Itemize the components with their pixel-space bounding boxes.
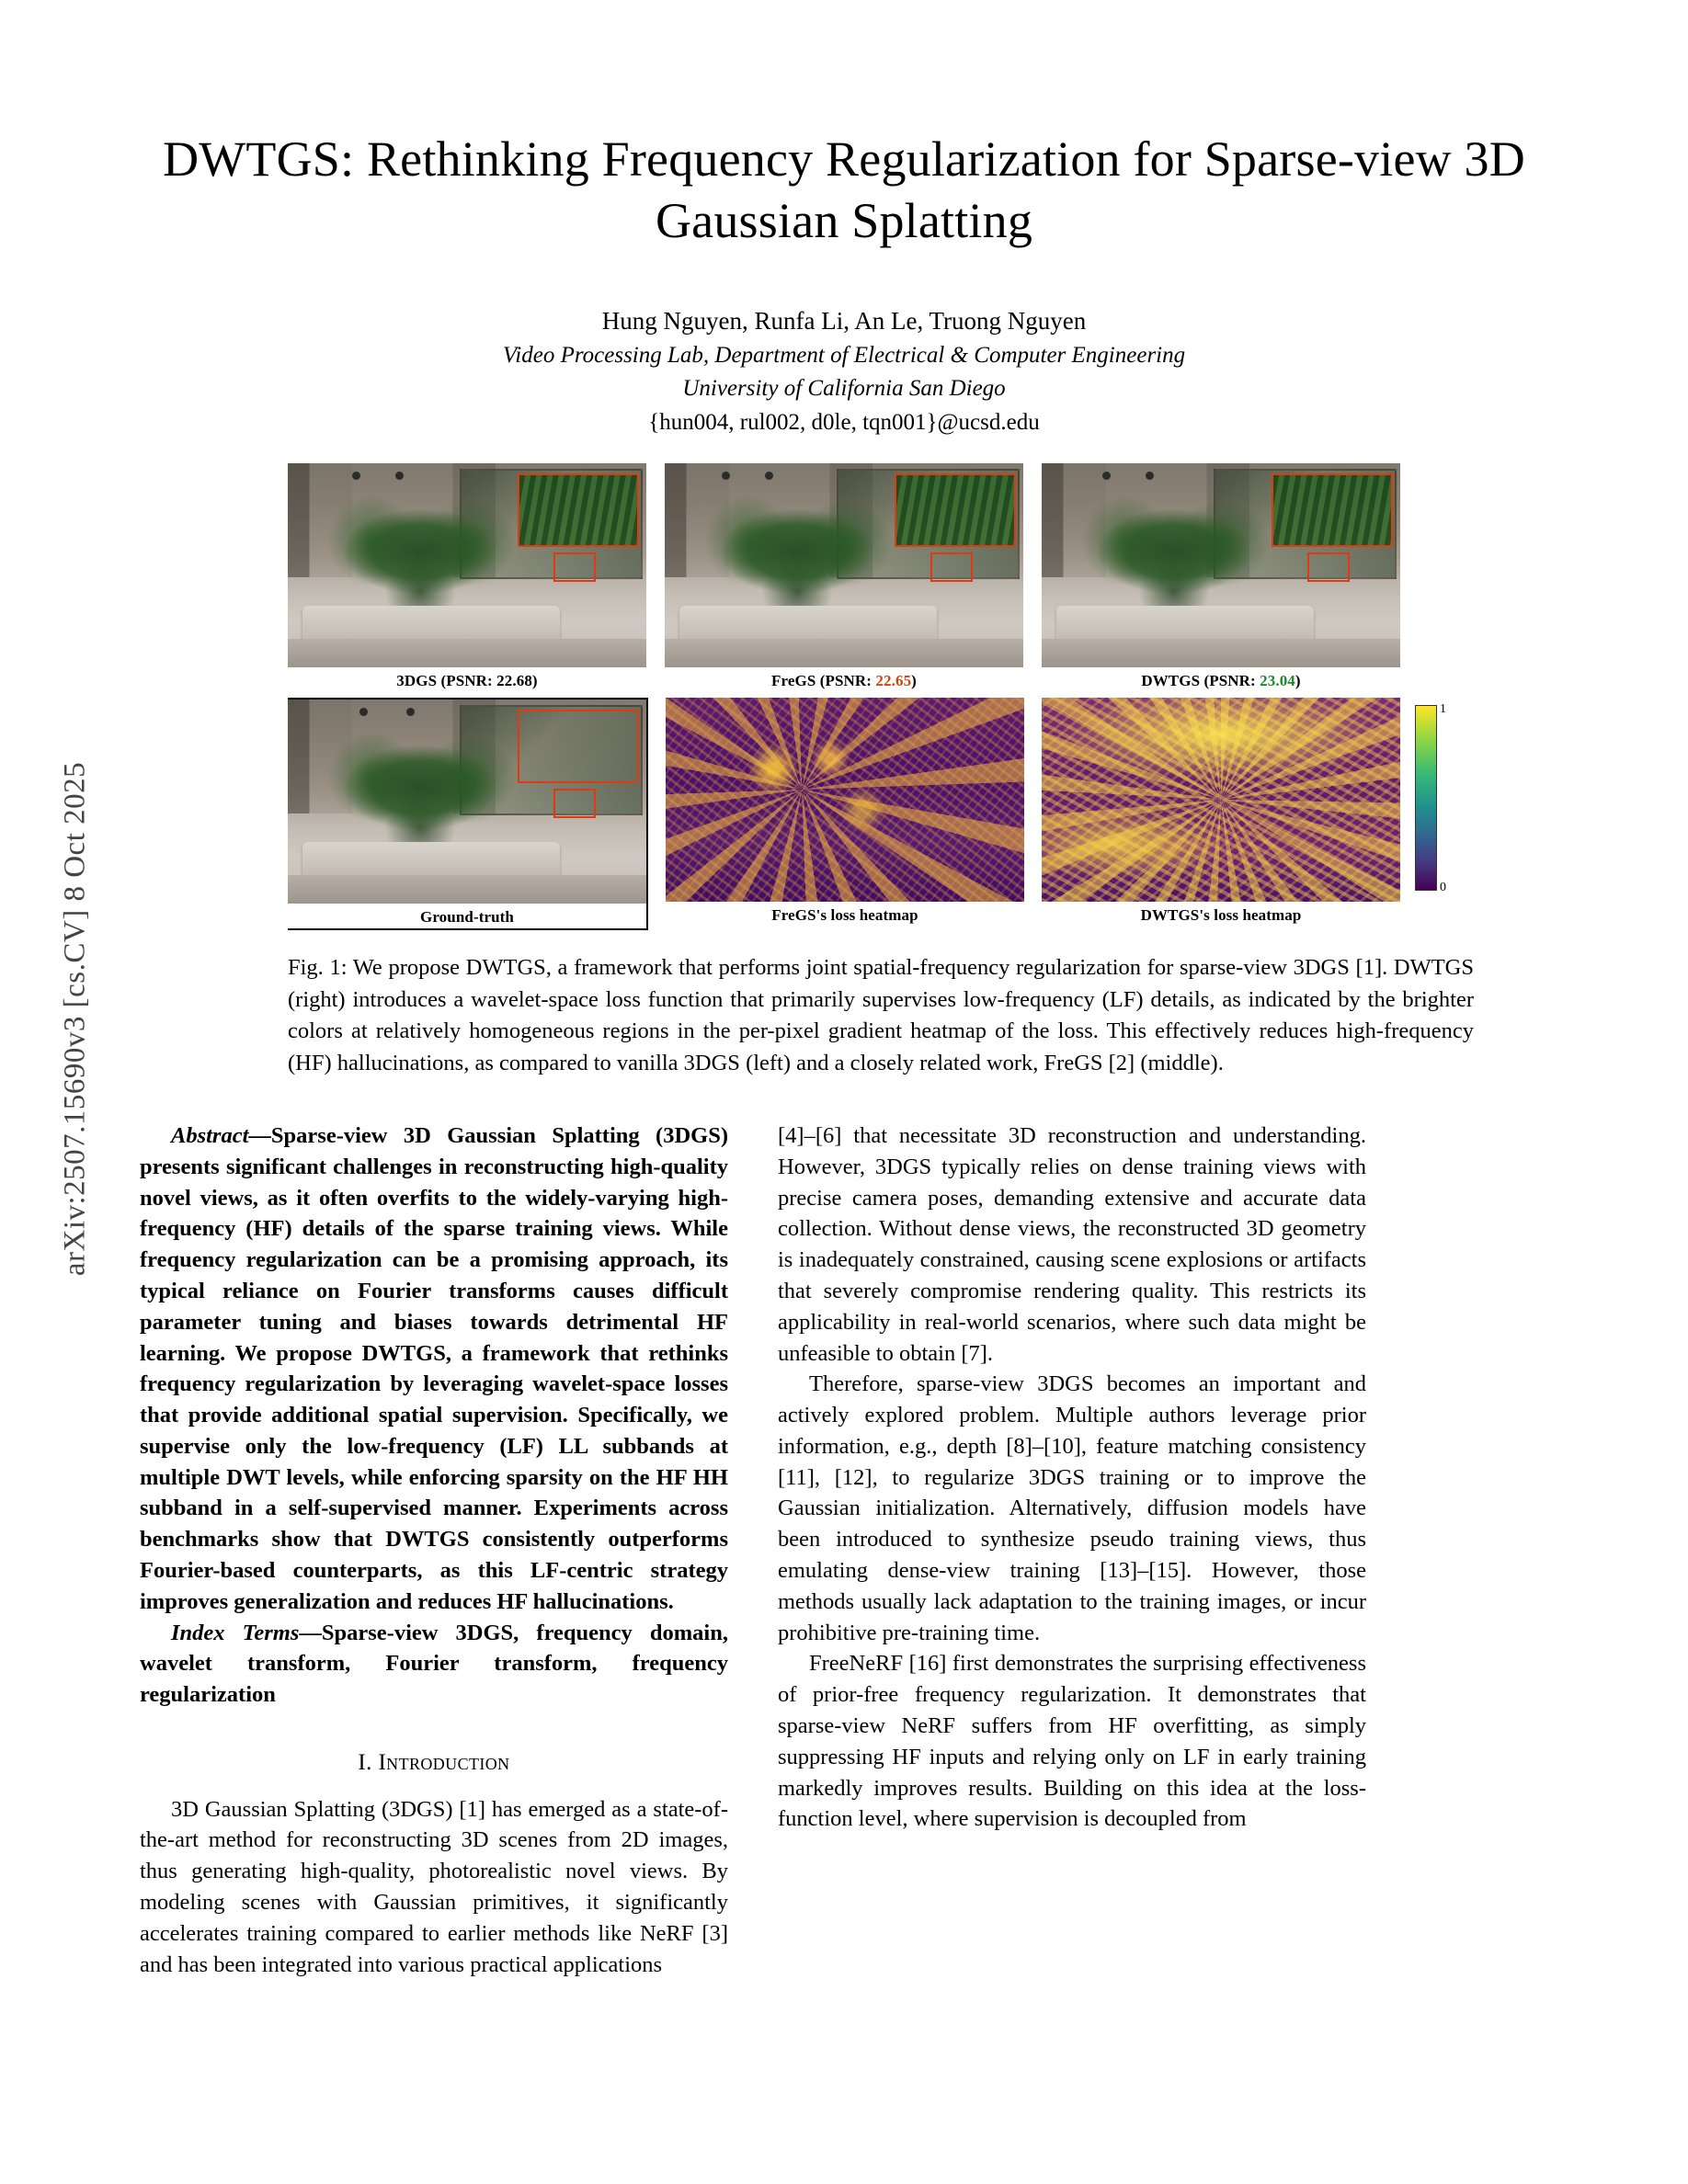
panel-fregs-caption: FreGS (PSNR: 22.65): [771, 671, 917, 689]
panel-ground-truth-image: [288, 700, 646, 904]
figure-row-top: [288, 463, 1400, 692]
panel-dwtgs: [1042, 463, 1400, 692]
page-title: DWTGS: Rethinking Frequency Regularization for Sparse-view 3D Gaussian Splatting: [163, 131, 1525, 248]
abstract-text: —Sparse-view 3D Gaussian Splatting (3DGS) presents significant challenges in reconstructing high-quality novel views, as it often overfits to the widely-varying high-frequency (HF) details of the sparse training views. While frequency regularization can be a promising approach, its typical reliance on Fourier transforms causes difficult parameter tuning and biases towards detrimental HF learning. We propose DWTGS, a framework that rethinks frequency regularization by leveraging wavelet-space losses that provide additional spatial supervision. Specifically, we supervise only the low-frequency (LF) LL subbands at multiple DWT levels, while enforcing sparsity on the HF HH subband in a self-supervised manner. Experiments across benchmarks show that DWTGS consistently outperforms Fourier-based counterparts, as this LF-centric strategy improves generalization and reduces HF hallucinations.: [140, 1122, 728, 1614]
figure-caption: Fig. 1: We propose DWTGS, a framework that performs joint spatial-frequency regularization for sparse-view 3DGS [1]. DWTGS (right) introduces a wavelet-space loss function that primarily supervises low-frequency (LF) details, as indicated by the brighter colors at relatively homogeneous regions in the per-pixel gradient heatmap of the loss. This effectively reduces high-frequency (HF) hallucinations, as compared to vanilla 3DGS (left) and a closely related work, FreGS [2] (middle).: [288, 954, 1474, 1076]
abstract-lead: Abstract: [171, 1122, 249, 1148]
body-columns: [136, 1120, 1552, 1980]
left-column: [140, 1120, 728, 1980]
panel-ground-truth-caption: Ground-truth: [420, 907, 514, 926]
arxiv-stamp: arXiv:2507.15690v3 [cs.CV] 8 Oct 2025: [58, 761, 92, 1277]
panel-fregs-heatmap: [666, 698, 1024, 930]
panel-ground-truth: [288, 698, 648, 930]
affiliation-line-1: Video Processing Lab, Department of Electrical & Computer Engineering: [502, 343, 1186, 369]
index-terms-lead: Index Terms: [171, 1620, 300, 1645]
affiliation-line-2: University of California San Diego: [682, 376, 1006, 402]
panel-fregs-image: [665, 463, 1023, 667]
right-column: [778, 1120, 1366, 1980]
panel-fregs-heatmap-image: [666, 698, 1024, 902]
panel-fregs-heatmap-caption: FreGS's loss heatmap: [771, 905, 918, 924]
panel-3dgs-image: [288, 463, 646, 667]
panel-fregs: [665, 463, 1023, 692]
paper-page: [136, 0, 1552, 2184]
panel-dwtgs-heatmap: [1042, 698, 1446, 930]
panel-dwtgs-heatmap-image: [1042, 698, 1446, 902]
abstract-paragraph: [140, 1120, 728, 1618]
left-paragraph-1: 3D Gaussian Splatting (3DGS) [1] has emerged as a state-of-the-art method for reconstructing 3D scenes from 2D images, thus generating high-quality, photorealistic novel views. By modeling scenes with Gaussian primitives, it significantly accelerates training compared to earlier methods like NeRF [3] and has been integrated into various practical applications: [140, 1796, 728, 1977]
author-list: Hung Nguyen, Runfa Li, An Le, Truong Nguyen: [601, 306, 1087, 335]
figure-1: [288, 463, 1474, 1080]
panel-dwtgs-heatmap-caption: DWTGS's loss heatmap: [1140, 905, 1302, 924]
colorbar-max-label: 1: [1440, 701, 1446, 716]
panel-3dgs-caption: 3DGS (PSNR: 22.68): [396, 671, 538, 689]
author-emails: {hun004, rul002, d0le, tqn001}@ucsd.edu: [648, 409, 1040, 435]
right-paragraph-1: [4]–[6] that necessitate 3D reconstruction and understanding. However, 3DGS typically relies on dense training views with precise camera poses, demanding extensive and accurate data collection. Without dense views, the reconstructed 3D geometry is inadequately constrained, causing scene explosions or artifacts that severely compromise rendering quality. This restricts its applicability in real-world scenarios, where such data might be unfeasible to obtain [7].: [778, 1122, 1366, 1366]
panel-3dgs: [288, 463, 646, 692]
colorbar-min-label: 0: [1440, 880, 1446, 894]
right-paragraph-2: Therefore, sparse-view 3DGS becomes an important and actively explored problem. Multiple authors leverage prior information, e.g., depth [8]–[10], feature matching consistency [11], [12], to regularize 3DGS training or to improve the Gaussian initialization. Alternatively, diffusion models have been introduced to synthesize pseudo training views, thus emulating dense-view training [13]–[15]. However, those methods usually lack adaptation to the training images, or incur prohibitive pre-training time.: [778, 1371, 1366, 1645]
panel-dwtgs-image: [1042, 463, 1400, 667]
section-heading-introduction: I. Introduction: [358, 1750, 510, 1776]
figure-row-bottom: [288, 698, 1446, 930]
index-terms-paragraph: [140, 1618, 728, 1711]
index-terms-text: —Sparse-view 3DGS, frequency domain, wavelet transform, Fourier transform, frequency regularization: [140, 1620, 728, 1708]
heatmap-colorbar: [1415, 701, 1446, 894]
panel-dwtgs-caption: DWTGS (PSNR: 23.04): [1141, 671, 1301, 689]
right-paragraph-3: FreeNeRF [16] first demonstrates the surprising effectiveness of prior-free frequency regularization. It demonstrates that sparse-view NeRF suffers from HF overfitting, as simply suppressing HF inputs and relying only on LF in early training markedly improves results. Building on this idea at the loss-function level, where supervision is decoupled from: [778, 1651, 1366, 1832]
